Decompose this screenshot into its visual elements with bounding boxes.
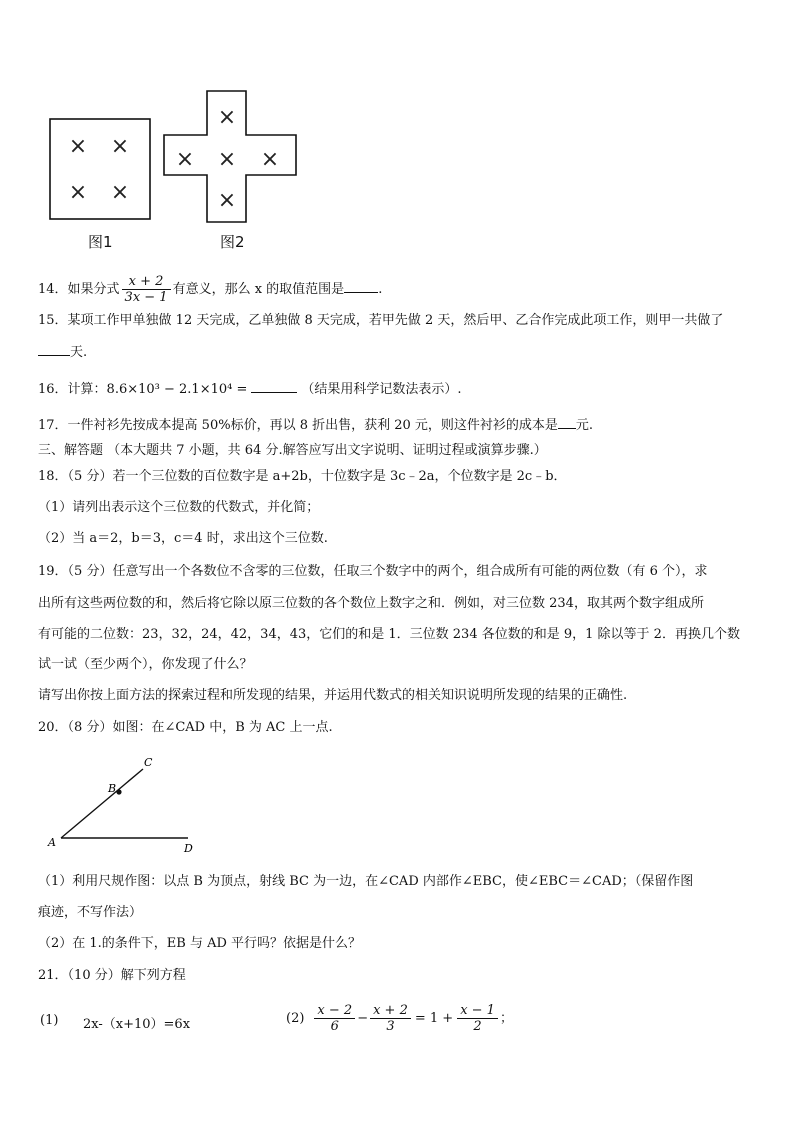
question-19-line4: 试一试（至少两个），你发现了什么？ (38, 657, 253, 672)
fig2-mark: × (217, 147, 237, 172)
question-14: 14．如果分式 $\frac{x + 2}{3x - 1}$ 有意义，那么 x 的取值范围是 . (38, 274, 383, 305)
answer-blank[interactable] (344, 280, 378, 293)
question-17: 17．一件衬衫先按成本提高 50%标价，再以 8 折出售，获利 20 元，则这件衬衫的成本是 元. (38, 418, 594, 433)
question-19-line2: 出所有这些两位数的和，然后将它除以原三位数的各个数位上数字之和．例如，对三位数 234，取其两个数字组成所 (38, 596, 704, 611)
fig2-mark: × (217, 188, 237, 213)
question-20-part2: （2）在 1.的条件下，EB 与 AD 平行吗？依据是什么？ (38, 936, 362, 951)
fig2-mark: × (260, 147, 280, 172)
point-b (116, 789, 121, 794)
section-3-heading: 三、解答题 （本大题共 7 小题，共 64 分.解答应写出文字说明、证明过程或演算步骤.） (38, 443, 547, 458)
answer-blank[interactable] (251, 380, 297, 393)
fig2-mark: × (175, 147, 195, 172)
answer-blank[interactable] (558, 416, 576, 429)
angle-cad-diagram (40, 752, 210, 857)
label-c: C (144, 756, 153, 769)
fig1-mark: × (68, 134, 88, 159)
q21-part1-equation: 2x-（x+10）=6x (83, 1017, 191, 1032)
q21-fraction-2: $\frac{x + 2}{3}$ (370, 1003, 411, 1034)
label-b: B (108, 782, 117, 795)
fig1-caption: 图1 (88, 233, 113, 251)
fig1-mark: × (68, 180, 88, 205)
q21-part2: (2) $\frac{x - 2}{6}$ − $\frac{x + 2}{3}$ = 1 + $\frac{x - 1}{2}$ ； (286, 1003, 513, 1034)
question-18-stem: 18．（5 分）若一个三位数的百位数字是 a+2b，十位数字是 3c﹣2a，个位数字是 2c﹣b． (38, 469, 567, 484)
q21-fraction-3: $\frac{x - 1}{2}$ (457, 1003, 498, 1034)
ray-ac (61, 769, 143, 838)
question-20-part1-line2: 痕迹，不写作法） (38, 905, 143, 920)
question-19-line5: 请写出你按上面方法的探索过程和所发现的结果，并运用代数式的相关知识说明所发现的结果的正确性. (38, 688, 628, 703)
q21-fraction-1: $\frac{x - 2}{6}$ (314, 1003, 355, 1034)
q21-part1-label: (1) (40, 1013, 59, 1028)
question-20-stem: 20．（8 分）如图：在∠CAD 中，B 为 AC 上一点. (38, 720, 333, 735)
question-15-line1: 15．某项工作甲单独做 12 天完成，乙单独做 8 天完成，若甲先做 2 天，然后甲、乙合作完成此项工作，则甲一共做了 (38, 313, 724, 328)
question-16: 16．计算：8.6×10³ − 2.1×10⁴ = （结果用科学记数法表示）. (38, 382, 462, 397)
question-20-part1-line1: （1）利用尺规作图：以点 B 为顶点，射线 BC 为一边，在∠CAD 内部作∠EBC，使∠EBC＝∠CAD；（保留作图 (38, 874, 694, 889)
fig2-mark: × (217, 105, 237, 130)
fig2-caption: 图2 (220, 233, 245, 251)
label-d: D (184, 842, 193, 855)
answer-blank[interactable] (38, 343, 70, 356)
figure-crosses (40, 85, 320, 255)
question-15-line2: 天. (38, 343, 87, 362)
question-18-part2: （2）当 a＝2，b＝3，c＝4 时，求出这个三位数. (38, 531, 328, 546)
q14-fraction: $\frac{x + 2}{3x - 1}$ (122, 274, 171, 305)
fig1-mark: × (110, 134, 130, 159)
label-a: A (48, 836, 56, 849)
question-21-stem: 21．（10 分）解下列方程 (38, 968, 186, 983)
question-19-line1: 19．（5 分）任意写出一个各数位不含零的三位数，任取三个数字中的两个，组合成所有可能的两位数（有 6 个），求 (38, 564, 708, 579)
question-19-line3: 有可能的二位数：23，32，24，42，34，43，它们的和是 1．三位数 234 各位数的和是 9，1 除以等于 2．再换几个数 (38, 627, 740, 642)
fig1-mark: × (110, 180, 130, 205)
question-18-part1: （1）请列出表示这个三位数的代数式，并化简； (38, 500, 320, 515)
fig1-square (50, 119, 150, 219)
